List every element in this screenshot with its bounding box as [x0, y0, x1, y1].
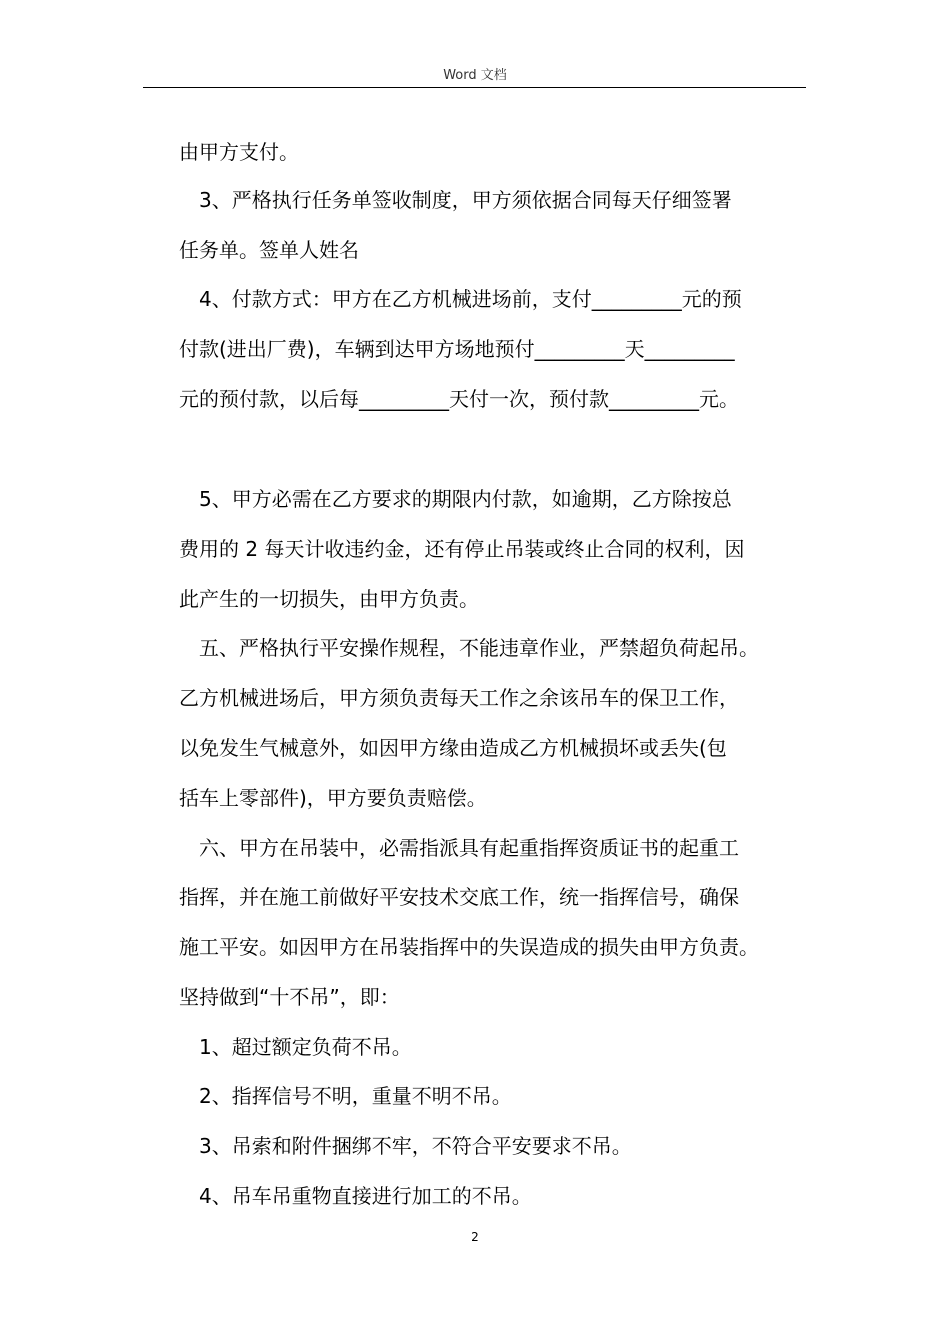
header-divider	[143, 87, 806, 88]
body-line: 坚持做到“十不吊”，即：	[179, 985, 400, 1009]
body-line: 5、甲方必需在乙方要求的期限内付款，如逾期，乙方除按总	[199, 487, 732, 511]
body-line: 4、付款方式：甲方在乙方机械进场前，支付_________元的预	[199, 287, 742, 311]
page-header-title: Word 文档	[443, 68, 507, 83]
body-line: 乙方机械进场后，甲方须负责每天工作之余该吊车的保卫工作，	[179, 686, 739, 710]
body-line: 此产生的一切损失，由甲方负责。	[179, 587, 479, 611]
body-line: 4、吊车吊重物直接进行加工的不吊。	[199, 1184, 532, 1208]
body-line: 1、超过额定负荷不吊。	[199, 1035, 412, 1059]
page-number: 2	[471, 1230, 479, 1244]
body-line: 任务单。签单人姓名	[179, 238, 359, 262]
body-line: 付款(进出厂费)，车辆到达甲方场地预付_________天_________	[179, 337, 735, 361]
body-line: 五、严格执行平安操作规程，不能违章作业，严禁超负荷起吊。	[199, 636, 759, 660]
body-line: 六、甲方在吊装中，必需指派具有起重指挥资质证书的起重工	[199, 836, 739, 860]
body-line: 3、吊索和附件捆绑不牢，不符合平安要求不吊。	[199, 1134, 632, 1158]
body-line: 括车上零部件)，甲方要负责赔偿。	[179, 786, 487, 810]
body-line: 以免发生气械意外，如因甲方缘由造成乙方机械损坏或丢失(包	[179, 736, 727, 760]
body-line: 指挥，并在施工前做好平安技术交底工作，统一指挥信号，确保	[179, 885, 739, 909]
body-line: 费用的 2 每天计收违约金，还有停止吊装或终止合同的权利，因	[179, 537, 745, 561]
body-line: 由甲方支付。	[179, 140, 299, 164]
body-line: 元的预付款，以后每_________天付一次，预付款_________元。	[179, 387, 739, 411]
body-line: 2、指挥信号不明，重量不明不吊。	[199, 1084, 512, 1108]
body-line: 3、严格执行任务单签收制度，甲方须依据合同每天仔细签署	[199, 188, 732, 212]
body-line: 施工平安。如因甲方在吊装指挥中的失误造成的损失由甲方负责。	[179, 935, 759, 959]
